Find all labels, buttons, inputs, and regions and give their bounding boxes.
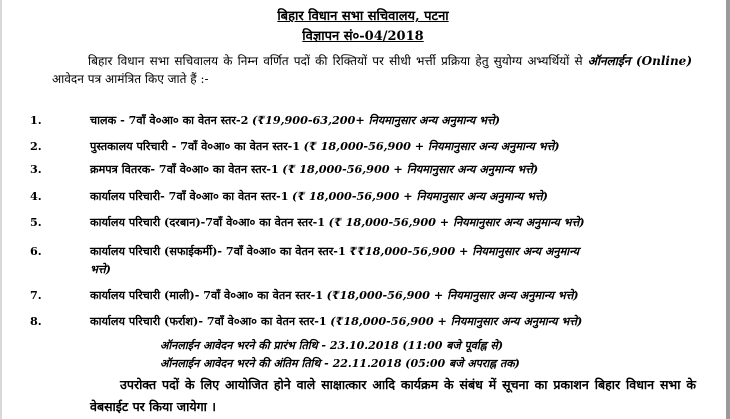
- intro-paragraph: [52, 52, 692, 88]
- post-number: 3.: [30, 162, 42, 176]
- post-label: कार्यालय परिचारी (सफाईकर्मी)- 7वाँ वे०आ० का वेतन स्तर-1: [90, 244, 346, 258]
- post-label: कार्यालय परिचारी (फर्राश)- 7वाँ वे०आ० का वेतन स्तर-1: [90, 314, 327, 328]
- post-label: कार्यालय परिचारी- 7वाँ वे०आ० का वेतन स्तर-1: [90, 189, 289, 203]
- post-item-6-continued: [90, 262, 690, 277]
- post-number: 8.: [30, 314, 42, 328]
- post-pay-continued: भत्ते): [90, 262, 111, 276]
- footer-text: उपरोक्त पदों के लिए आयोजित होने वाले साक्षात्कार आदि कार्यक्रम के संबंध में सूचना का प्रकाशन बिहार विधान सभा के वेबसाईट पर किया जायेगा ।: [90, 377, 696, 414]
- post-label: क्रमपत्र वितरक- 7वाँ वे०आ० का वेतन स्तर-1: [90, 162, 279, 176]
- post-number: 4.: [30, 189, 42, 203]
- office-heading: बिहार विधान सभा सचिवालय, पटना: [277, 9, 449, 24]
- post-item-7: [30, 288, 690, 303]
- post-number: 6.: [30, 244, 42, 258]
- post-pay: (₹18,000-56,900 + नियमानुसार अन्य अनुमान्य भत्ते): [326, 288, 579, 302]
- post-pay: (₹ 18,000-56,900 + नियमानुसार अन्य अनुमान्य भत्ते): [303, 139, 560, 153]
- post-pay: (₹ 18,000-56,900 + नियमानुसार अन्य अनुमान्य भत्ते): [292, 189, 548, 203]
- post-number: 1.: [30, 113, 42, 127]
- post-item-4: [30, 189, 690, 204]
- post-pay: (₹18,000-56,900 + नियमानुसार अन्य अनुमान्य भत्ते): [330, 314, 583, 328]
- post-item-3: [30, 162, 690, 177]
- post-number: 5.: [30, 215, 42, 229]
- post-pay: (₹ 18,000-56,900 + नियमानुसार अन्य अनुमान्य भत्ते): [282, 162, 539, 176]
- intro-text-a: बिहार विधान सभा सचिवालय के निम्न वर्णित पदों की रिक्तियों पर सीधी भर्त्ती प्रक्रिया हेतु सुयोग्य अभ्यर्थियों से: [88, 54, 583, 68]
- post-pay: (₹19,900-63,200+ नियमानुसार अन्य अनुमान्य भत्ते): [251, 113, 501, 127]
- post-label: कार्यालय परिचारी (दरबान)-7वाँ वे०आ० का वेतन स्तर-1: [90, 215, 326, 229]
- post-label: कार्यालय परिचारी (माली)- 7वाँ वे०आ० का वेतन स्तर-1: [90, 288, 324, 302]
- post-label: चालक - 7वाँ वे०आ० का वेतन स्तर-2: [90, 113, 249, 127]
- application-start-date: ऑनलाईन आवेदन भरने की प्रारंभ तिथि - 23.10.2018 (11:00 बजे पूर्वाह्न से): [160, 339, 504, 352]
- application-end-date: ऑनलाईन आवेदन भरने की अंतिम तिथि - 22.11.2018 (05:00 बजे अपराह्न तक): [160, 357, 520, 370]
- advertisement-number: विज्ञापन सं०-04/2018: [302, 29, 424, 44]
- post-item-8: [30, 314, 690, 329]
- intro-text-b: आवेदन पत्र आमंत्रित किए जाते हैं :-: [52, 72, 209, 86]
- post-number: 2.: [30, 139, 42, 153]
- post-item-6: [30, 244, 690, 259]
- post-number: 7.: [30, 288, 42, 302]
- footer-notice: [90, 374, 696, 418]
- post-pay: ₹₹18,000-56,900 + नियमानुसार अन्य अनुमान्य: [349, 244, 579, 258]
- online-emphasis: ऑनलाईन (Online): [587, 54, 692, 68]
- post-item-2: [30, 139, 690, 154]
- post-item-1: [30, 113, 690, 128]
- post-item-5: [30, 215, 690, 230]
- post-label: पुस्तकालय परिचारी - 7वाँ वे०आ० का वेतन स्तर-1: [90, 139, 301, 153]
- post-pay: (₹ 18,000-56,900 + नियमानुसार अन्य अनुमान्य भत्ते): [328, 215, 585, 229]
